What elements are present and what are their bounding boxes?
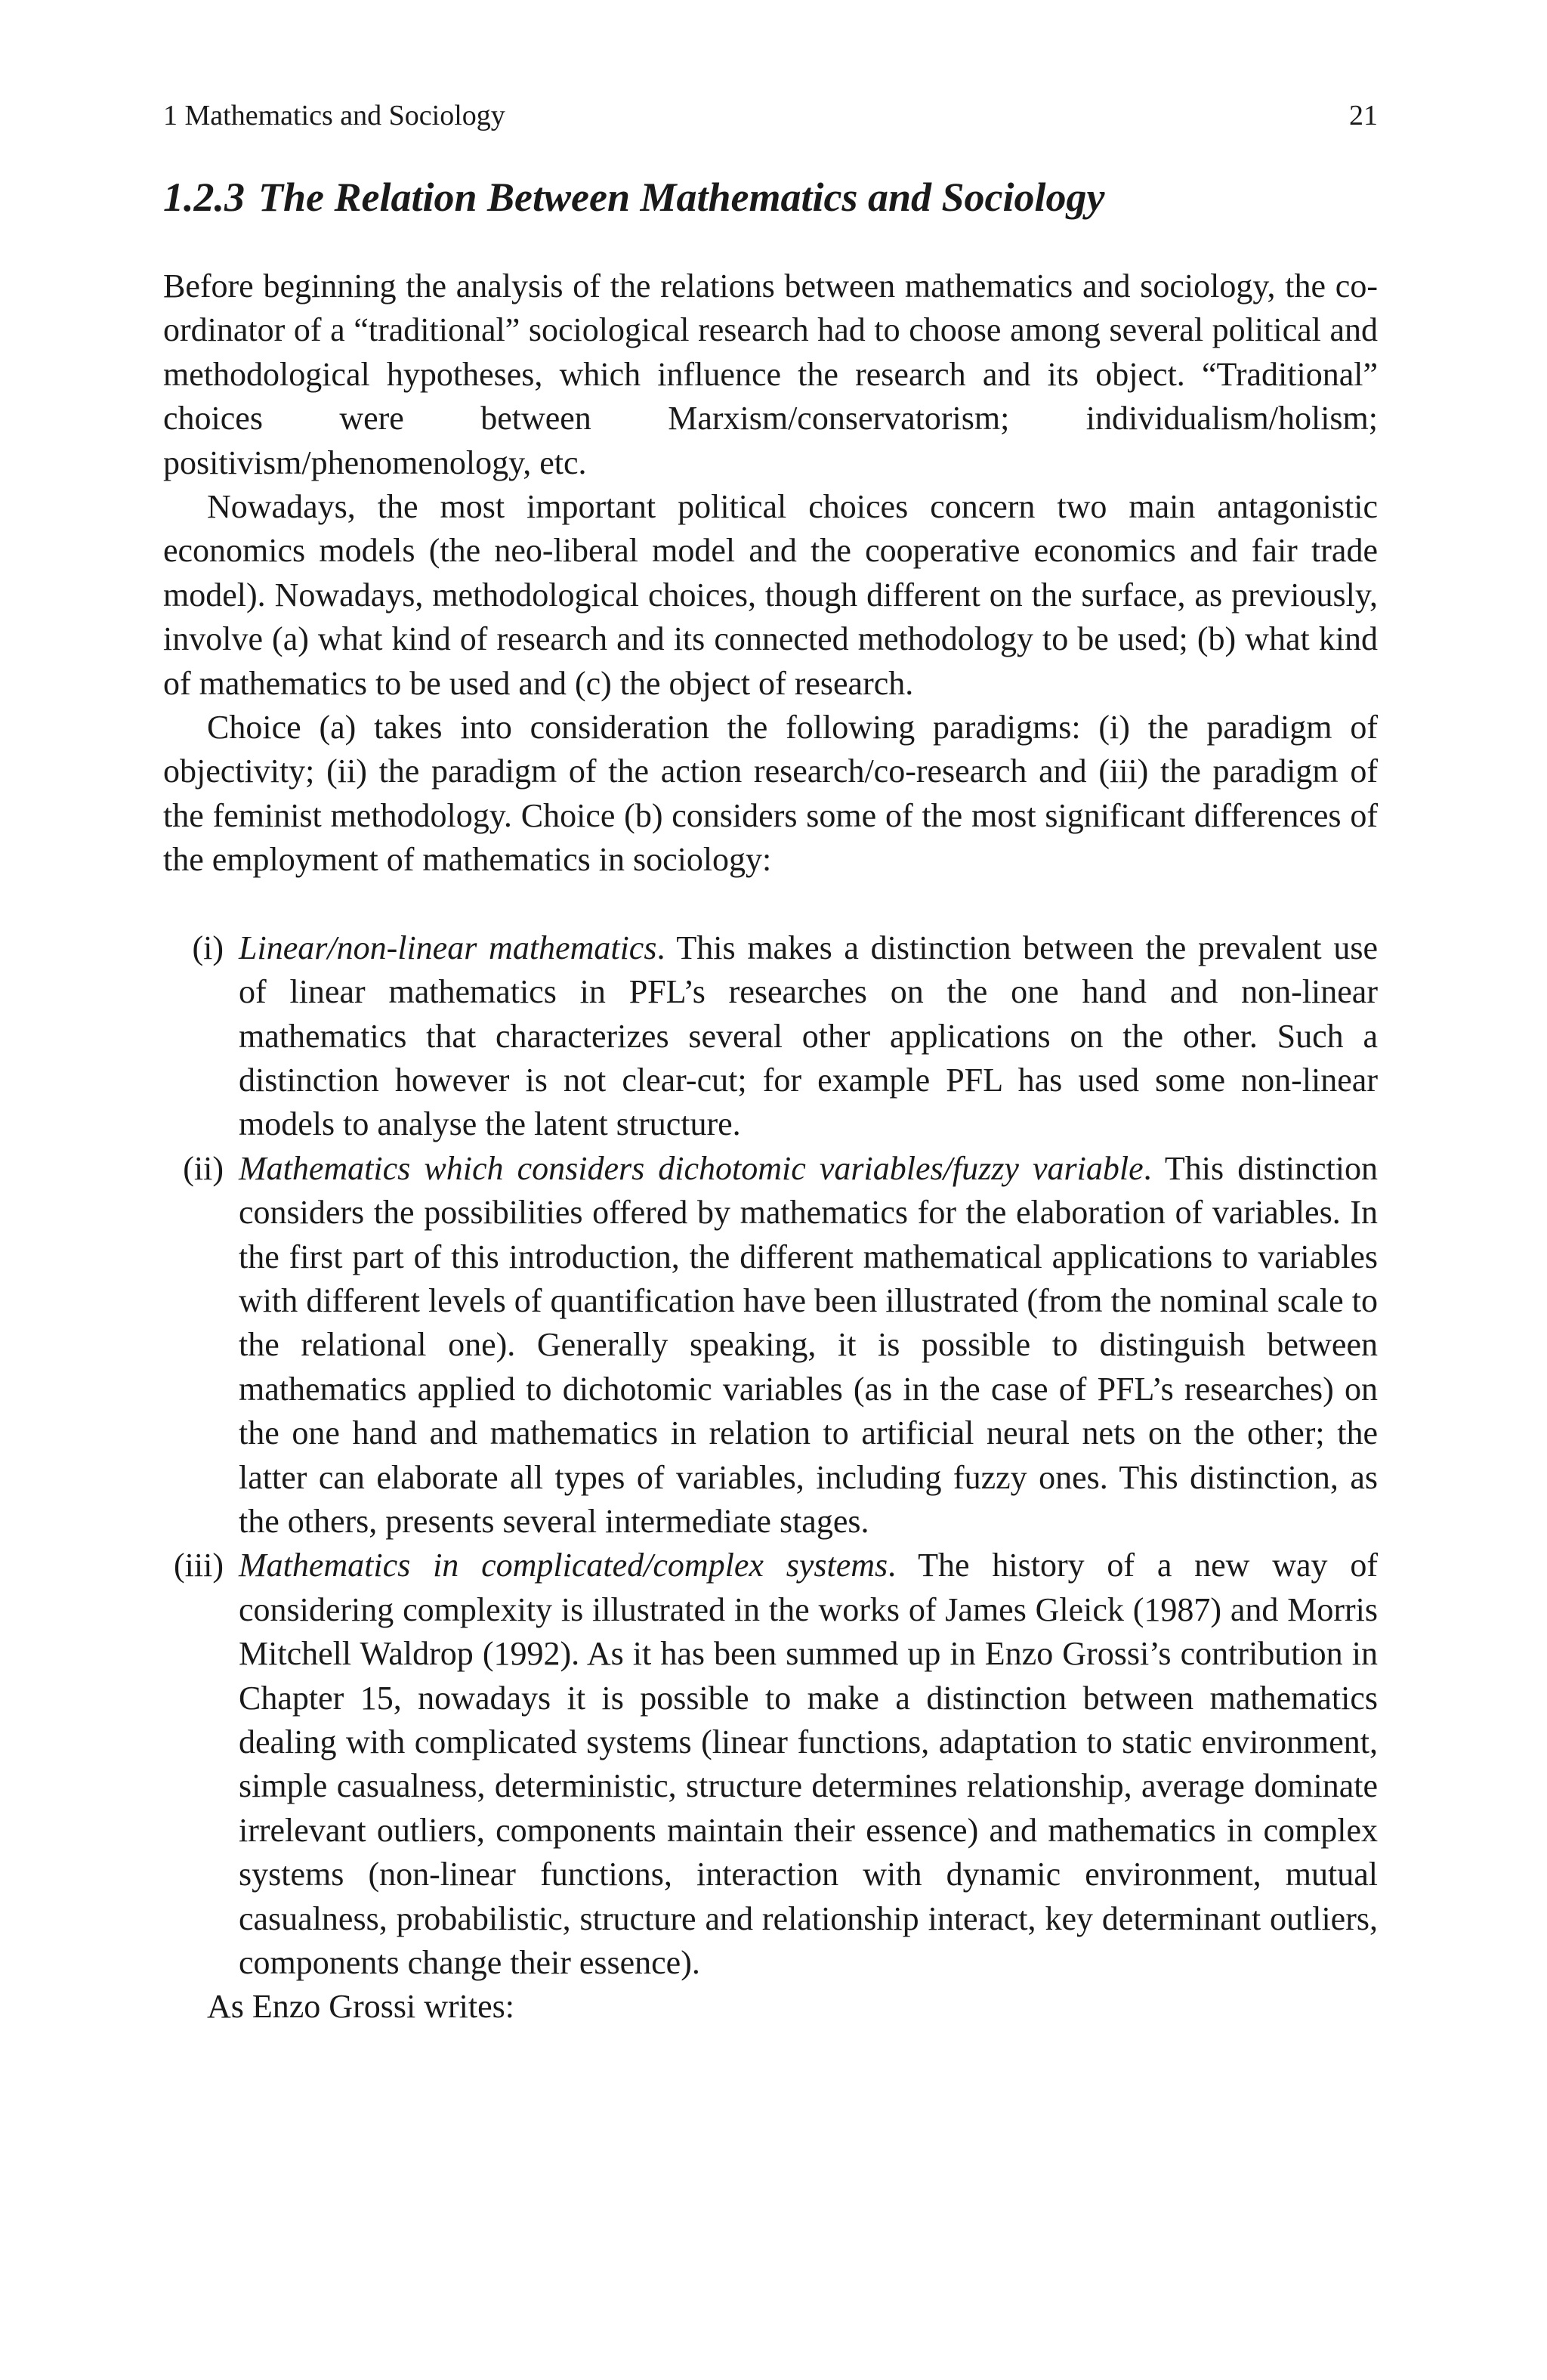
list-item-text: . This distinction considers the possibilities offered by mathematics for the elaboration of variables. In the first part of this introduction, the different mathematical applications to variables with different levels of quantification have been illustrated (from the nominal scale to the relational one). Generally speaking, it is possible to distinguish between mathematics applied to dichotomic variables (as in the case of PFL’s researches) on the one hand and mathematics in relation to artificial neural nets on the other; the latter can elaborate all types of variables, including fuzzy ones. This distinction, as the others, presents several intermediate stages. [239, 1149, 1378, 1540]
list-item-marker: (ii) [183, 1149, 224, 1187]
list-item-term: Mathematics which considers dichotomic variables/fuzzy variable [239, 1149, 1144, 1187]
section-title: The Relation Between Mathematics and Sociology [258, 175, 1105, 220]
list-item-text: . This makes a distinction between the prevalent use of linear mathematics in PFL’s researches on the one hand and non-linear mathematics that characterizes several other applications on the other. Such a distinction however is not clear-cut; for example PFL has used some non-linear models to analyse the latent structure. [239, 929, 1378, 1143]
closing-line: As Enzo Grossi writes: [207, 1988, 514, 2026]
list-item-text: . The history of a new way of considering complexity is illustrated in the works of James Gleick (1987) and Morris Mitchell Waldrop (1992). As it has been summed up in Enzo Grossi’s contribution in Chapter 15, nowadays it is possible to make a distinction between mathematics dealing with complicated systems (linear functions, adaptation to static environment, simple casualness, deterministic, structure determines relationship, average dominate irrelevant outliers, components maintain their essence) and mathematics in complex systems (non-linear functions, interaction with dynamic environment, mutual casualness, probabilistic, structure and relationship interact, key determinant outliers, components change their essence). [239, 1547, 1378, 1982]
list-item-marker: (i) [192, 929, 224, 966]
paragraph-3: Choice (a) takes into consideration the following paradigms: (i) the paradigm of objectivity; (ii) the paradigm of the action research/co-research and (iii) the paradigm of the feminist methodology. Choice (b) considers some of the most significant differences of the employment of mathematics in sociology: [163, 709, 1378, 879]
section-heading [163, 169, 1378, 225]
list-item-term: Linear/non-linear mathematics [239, 929, 657, 966]
section-number: 1.2.3 [163, 175, 245, 220]
list-item-marker: (iii) [174, 1547, 224, 1584]
list-item-term: Mathematics in complicated/complex systems [239, 1547, 888, 1584]
running-head [163, 97, 1378, 134]
paragraph-1: Before beginning the analysis of the relations between mathematics and sociology, the co-ordinator of a “traditional” sociological research had to choose among several political and methodological hypotheses, which influence the research and its object. “Traditional” choices were between Marxism/conservatorism; individualism/holism; positivism/phenomenology, etc. [163, 267, 1378, 481]
paragraph-2: Nowadays, the most important political choices concern two main antagonistic economics models (the neo-liberal model and the cooperative economics and fair trade model). Nowadays, methodological choices, though different on the surface, as previously, involve (a) what kind of research and its connected methodology to be used; (b) what kind of mathematics to be used and (c) the object of research. [163, 488, 1378, 702]
list-item [163, 926, 1378, 1147]
page-number: 21 [1349, 100, 1378, 131]
running-head-chapter: 1 Mathematics and Sociology [163, 100, 505, 131]
body-text [163, 264, 1378, 2029]
list-item [163, 1147, 1378, 1544]
differences-list [163, 926, 1378, 1986]
list-item [163, 1544, 1378, 1985]
